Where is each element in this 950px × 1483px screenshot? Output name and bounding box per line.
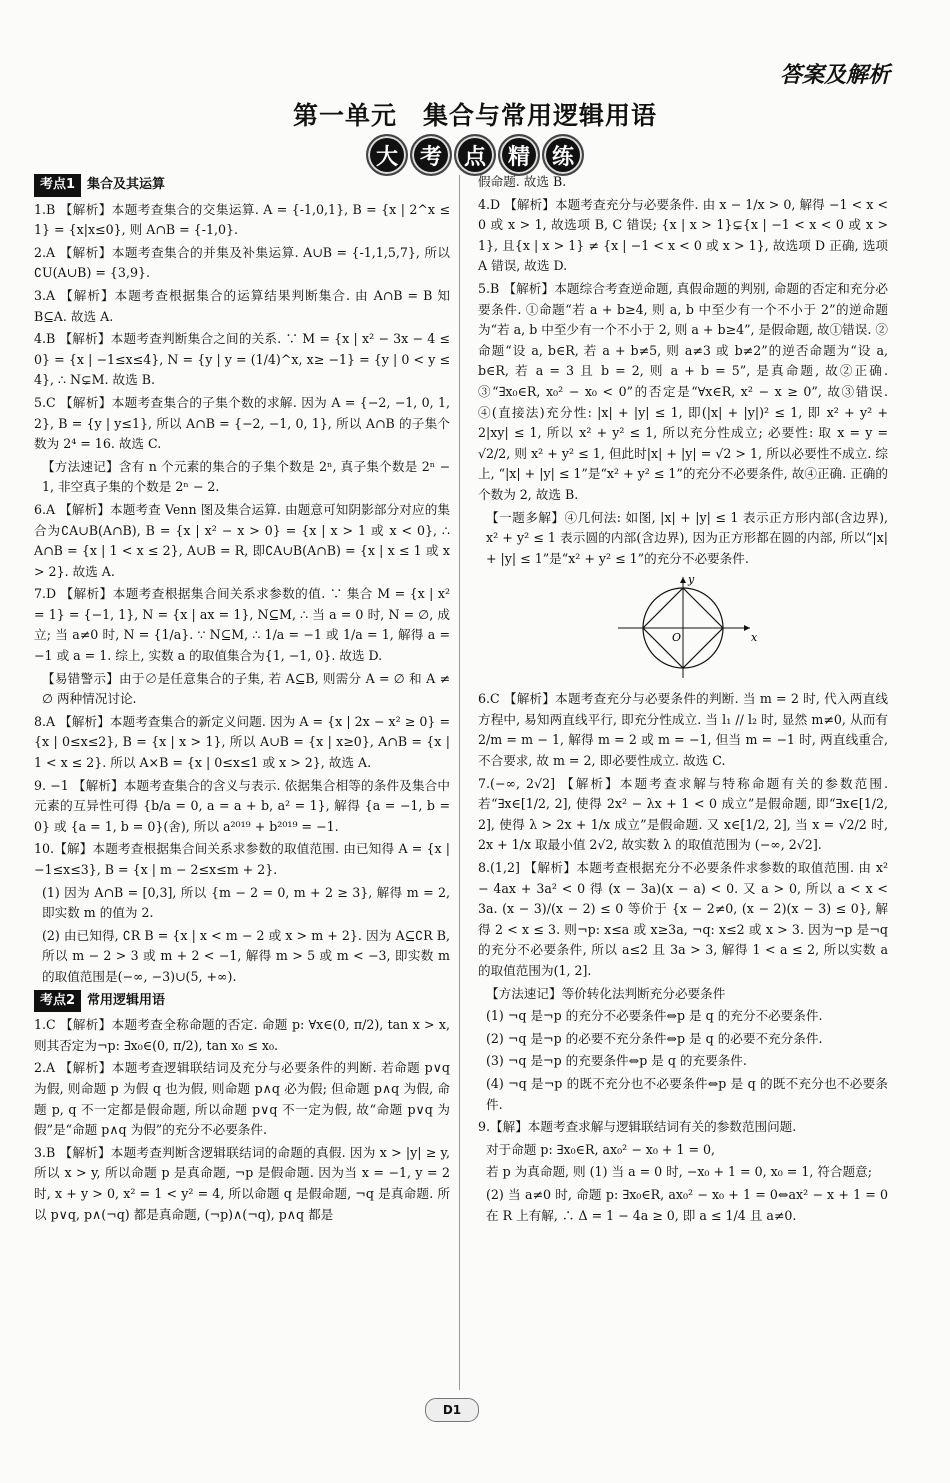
answer-item: 5.B 【解析】本题综合考查逆命题, 真假命题的判别, 命题的否定和充分必要条件. ①命题“若 a + b≥4, 则 a, b 中至少有一个不小于 2”的逆命题为“若 a, b 中至少有一个不小于 2, 则 a + b≥4”, 是假命题, 故①错误. ②命题“设 a, b∈R, 若 a + b≠5, 则 a≠3 或 b≠2”的逆否命题为“设 a, b∈R, 若 a = 3 且 b = 2, 则 a + b = 5”, 是真命题, 故②正确. ③“∃x₀∈R, x₀² − x₀ < 0”的否定是“∀x∈R, x² − x ≥ 0”, 故③错误. ④(直接法)充分性: |x| + |y| ≤ 1, 即(|x| + |y|)² ≤ 1, 即 x² + y² + 2|xy| ≤ 1, 所以 x² + y² ≤ 1, 所以充分性成立; 必要性: 取 x = y = √2/2, 则 x² + y² ≤ 1, 但此时|x| + |y| = √2 > 1, 所以必要性不成立. 综上, “|x| + |y| ≤ 1”是“x² + y² ≤ 1”的充分不必要条件, 故④正确. 正确的个数为 2, 故选 B. <box>478 280 888 502</box>
page-title: 第一单元 集合与常用逻辑用语 <box>292 101 657 130</box>
badge-char: 练 <box>542 134 584 176</box>
section-name: 集合及其运算 <box>87 177 166 192</box>
answer-item: 6.C 【解析】本题考查充分与必要条件的判断. 当 m = 2 时, 代入两直线方程中, 易知两直线平行, 即充分性成立. 当 l₁ // l₂ 时, 显然 m≠0, 从而有 2/m = m − 1, 解得 m = 2 或 m = −1, 但当 m = −1 时, 两直线重合, 不合要求, 故 m = 2, 即必要性成立. 故选 C. <box>478 691 888 769</box>
answer-subitem: (2) 由已知得, ∁R B = {x | x < m − 2 或 x > m + 2}. 因为 A⊆∁R B, 所以 m − 2 > 3 或 m + 2 < −1, 解得 m > 5 或 m < −3, 即实数 m 的取值范围是(−∞, −3)∪(5, +∞). <box>42 927 450 984</box>
section-tag: 考点2 <box>34 990 81 1013</box>
x-axis-arrow <box>744 625 750 631</box>
answer-item: 1.B 【解析】本题考查集合的交集运算. A = {-1,0,1}, B = {x | 2^x ≤ 1} = {x|x≤0}, 则 A∩B = {-1,0}. <box>34 201 450 238</box>
badge-row <box>0 134 950 176</box>
error-warning: 【易错警示】由于∅是任意集合的子集, 若 A⊆B, 则需分 A = ∅ 和 A ≠ ∅ 两种情况讨论. <box>42 670 450 707</box>
answer-item: 2.A 【解析】本题考查集合的并集及补集运算. A∪B = {-1,1,5,7}, 所以∁U(A∪B) = {3,9}. <box>34 244 450 281</box>
answer-item: 2.A 【解析】本题考查逻辑联结词及充分与必要条件的判断. 若命题 p∨q 为假, 则命题 p 为假 q 也为假, 则命题 p∧q 必为假; 但命题 p∧q 为假, 命题 p, q 不一定都是假命题, 所以命题 p∨q 不一定为假, 故“命题 p∨q 为假”是“命题 p∧q 为假”的充分不必要条件. <box>34 1060 450 1138</box>
answer-item: 3.B 【解析】本题考查判断含逻辑联结词的命题的真假. 因为 x > |y| ≥ y, 所以 x > y, 所以命题 p 是真命题, ¬p 是假命题. 因为当 x = −1, y = 2 时, x + y > 0, x² = 1 < y² = 4, 所以命题 q 是假命题, ¬q 是真命题. 所以 p∨q, p∧(¬q) 都是真命题, (¬p)∧(¬q), p∧q 都是 <box>34 1144 450 1222</box>
section-header-1 <box>34 174 450 197</box>
answer-item: 4.D 【解析】本题考查充分与必要条件. 由 x − 1/x > 0, 解得 −1 < x < 0 或 x > 1, 故选项 B, C 错误; {x | x > 1}⊊{x | −1 < x < 0 或 x > 1}, 且{x | x > 1} ≠ {x | −1 < x < 0 或 x > 1}, 故选项 D 正确, 选项 A 错误, 故选 D. <box>478 196 888 274</box>
method-tip: 【方法速记】含有 n 个元素的集合的子集个数是 2ⁿ, 真子集个数是 2ⁿ − 1, 非空真子集的个数是 2ⁿ − 2. <box>42 458 450 495</box>
badge-char: 精 <box>498 134 540 176</box>
answer-item: 9.【解】本题考查求解与逻辑联结词有关的参数范围问题. <box>478 1119 797 1135</box>
section-name: 常用逻辑用语 <box>87 992 166 1008</box>
right-column <box>478 172 888 1228</box>
answer-item: 假命题. 故选 B. <box>478 174 567 189</box>
answer-item: 7.D 【解析】本题考查根据集合间关系求参数的值. ∵ 集合 M = {x | x² = 1} = {−1, 1}, N = {x | ax = 1}, N⊆M, ∴ 当 a = 0 时, N = ∅, 成立; 当 a≠0 时, N = {1/a}. ∵ N⊆M, ∴ 1/a = −1 或 1/a = 1, 解得 a = −1 或 a = 1. 综上, 实数 a 的取值集合为{1, −1, 0}. 故选 D. <box>34 586 450 664</box>
answer-subitem: (2) 当 a≠0 时, 命题 p: ∃x₀∈R, ax₀² − x₀ + 1 = 0⇔ax² − x + 1 = 0 在 R 上有解, ∴ Δ = 1 − 4a ≥ 0, 即 a ≤ 1/4 且 a≠0. <box>486 1186 888 1223</box>
badge-char: 大 <box>366 134 408 176</box>
answer-item: 8.A 【解析】本题考查集合的新定义问题. 因为 A = {x | 2x − x² ≥ 0} = {x | 0≤x≤2}, B = {x | x > 1}, 所以 A∪B = {x | x≥0}, A∩B = {x | 1 < x ≤ 2}. 所以 A×B = {x | 0≤x≤1 或 x > 2}, 故选 A. <box>34 713 450 771</box>
section-tag: 考点1 <box>34 174 81 197</box>
answer-item: 4.B 【解析】本题考查判断集合之间的关系. ∵ M = {x | x² − 3x − 4 ≤ 0} = {x | −1≤x≤4}, N = {y | y = (1/4)^x, x≥ −1} = {y | 0 < y ≤ 4}, ∴ N⊊M. 故选 B. <box>34 331 450 388</box>
graph-svg <box>608 573 758 683</box>
answer-item: 10.【解】本题考查根据集合间关系求参数的取值范围. 由已知得 A = {x | −1≤x≤3}, B = {x | m − 2≤x≤m + 2}. <box>34 841 450 877</box>
origin-label: O <box>672 631 682 645</box>
method-tip-heading: 【方法速记】等价转化法判断充分必要条件 <box>486 985 726 1001</box>
y-axis-arrow <box>680 577 686 583</box>
badge-char: 点 <box>454 134 496 176</box>
method-tip-line: (4) ¬q 是¬p 的既不充分也不必要条件⇔p 是 q 的既不充分也不必要条件. <box>486 1075 888 1112</box>
answer-subitem: (1) 因为 A∩B = [0,3], 所以 {m − 2 = 0, m + 2 ≥ 3}, 解得 m = 2, 即实数 m 的值为 2. <box>42 884 450 921</box>
circle-square-graph <box>478 573 888 683</box>
left-column <box>34 172 450 1227</box>
header-label: 答案及解析 <box>779 63 890 88</box>
answer-subitem: 对于命题 p: ∃x₀∈R, ax₀² − x₀ + 1 = 0, <box>486 1141 716 1157</box>
answer-item: 6.A 【解析】本题考查 Venn 图及集合运算. 由题意可知阴影部分对应的集合为∁A∪B(A∩B), B = {x | x² − x > 0} = {x | x > 1 或 x < 0}, ∴ A∩B = {x | 1 < x ≤ 2}, A∪B = R, 即∁A∪B(A∩B) = {x | x ≤ 1 或 x > 2}. 故选 A. <box>34 501 450 579</box>
multi-solution-tip: 【一题多解】④几何法: 如图, |x| + |y| ≤ 1 表示正方形内部(含边界), x² + y² ≤ 1 表示圆的内部(含边界), 因为正方形都在圆的内部, 所以“|x| + |y| ≤ 1”是“x² + y² ≤ 1”的充分不必要条件. <box>486 509 888 566</box>
column-divider <box>459 175 460 1390</box>
answer-item: 7.(−∞, 2√2] 【解析】本题考查求解与特称命题有关的参数范围. 若“∃x∈[1/2, 2], 使得 2x² − λx + 1 < 0 成立”是假命题, 即“∃x∈[1/2, 2], 使得 λ > 2x + 1/x 成立”是假命题. 又 x∈[1/2, 2], 当 x = √2/2 时, 2x + 1/x 取最小值 2√2, 故实数 λ 的取值范围为 (−∞, 2√2]. <box>478 775 888 853</box>
page-number: D1 <box>425 1398 479 1422</box>
answer-item: 9. −1 【解析】本题考查集合的含义与表示. 依据集合相等的条件及集合中元素的互异性可得 {b/a = 0, a = a + b, a² = 1}, 解得 {a = −1, b = 0} 或 {a = 1, b = 0}(舍), 所以 a²⁰¹⁹ + b²⁰¹⁹ = −1. <box>34 777 450 834</box>
answer-subitem: 若 p 为真命题, 则 (1) 当 a = 0 时, −x₀ + 1 = 0, x₀ = 1, 符合题意; <box>486 1164 872 1180</box>
y-label: y <box>688 573 695 587</box>
method-tip-line: (1) ¬q 是¬p 的充分不必要条件⇔p 是 q 的充分不必要条件. <box>486 1008 823 1024</box>
x-label: x <box>751 631 758 645</box>
answer-item: 8.(1,2] 【解析】本题考查根据充分不必要条件求参数的取值范围. 由 x² − 4ax + 3a² < 0 得 (x − 3a)(x − a) < 0. 又 a > 0, 所以 a < x < 3a. (x − 3)/(x − 2) ≤ 0 等价于 {x − 2≠0, (x − 2)(x − 3) ≤ 0}, 解得 2 < x ≤ 3. 则¬p: x≤a 或 x≥3a, ¬q: x≤2 或 x > 3. 因为¬p 是¬q 的充分不必要条件, 所以 a≤2 且 3a > 3, 解得 1 < a ≤ 2, 所以实数 a 的取值范围为(1, 2]. <box>478 860 888 978</box>
answer-item: 5.C 【解析】本题考查集合的子集个数的求解. 因为 A = {−2, −1, 0, 1, 2}, B = {y | y≤1}, 所以 A∩B = {−2, −1, 0, 1}, 所以 A∩B 的子集个数为 2⁴ = 16. 故选 C. <box>34 394 450 452</box>
method-tip-line: (2) ¬q 是¬p 的必要不充分条件⇔p 是 q 的必要不充分条件. <box>486 1030 823 1046</box>
answer-item: 1.C 【解析】本题考查全称命题的否定. 命题 p: ∀x∈(0, π/2), tan x > x, 则其否定为¬p: ∃x₀∈(0, π/2), tan x₀ ≤ x₀. <box>34 1017 450 1053</box>
badge-char: 考 <box>410 134 452 176</box>
method-tip-line: (3) ¬q 是¬p 的充要条件⇔p 是 q 的充要条件. <box>486 1053 747 1069</box>
section-header-2 <box>34 990 450 1013</box>
answer-item: 3.A 【解析】本题考查根据集合的运算结果判断集合. 由 A∩B = B 知 B⊆A. 故选 A. <box>34 287 450 324</box>
